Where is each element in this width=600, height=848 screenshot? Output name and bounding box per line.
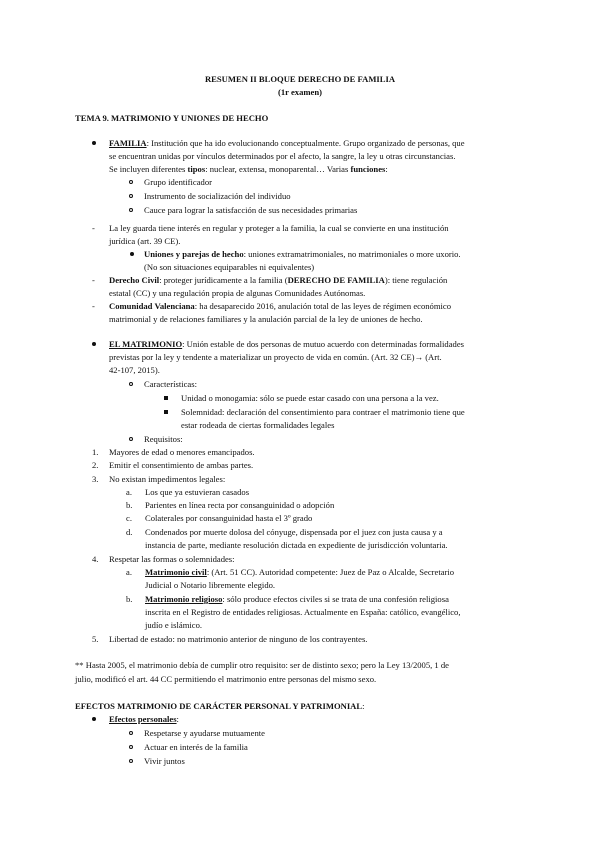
funcion-item: Instrumento de socialización del individuo — [144, 191, 291, 201]
requisito-3a: Los que ya estuvieran casados — [145, 487, 250, 497]
circle-bullet-icon — [129, 745, 133, 749]
efecto-item: Respetarse y ayudarse mutuamente — [144, 728, 265, 738]
requisito-3d-line1: Condenados por muerte dolosa del cónyuge, dispensada por el juez con justa causa y a — [145, 527, 443, 537]
requisito-4b-line1: Matrimonio religioso: sólo produce efectos civiles si se trata de una confesión religiosa — [145, 594, 449, 604]
document-subtitle: (1r examen) — [278, 87, 322, 97]
familia-line1: FAMILIA: Institución que ha ido evolucionando conceptualmente. Grupo organizado de personas, que — [109, 138, 465, 148]
requisito-1: Mayores de edad o menores emancipados. — [109, 447, 255, 457]
bullet-icon — [130, 252, 134, 256]
unidad-text: Unidad o monogamia: sólo se puede estar casado con una persona a la vez. — [181, 393, 439, 403]
derecho-civil-line2: estatal (CC) y una regulación propia de algunas Comunidades Autónomas. — [109, 288, 366, 298]
bullet-icon — [92, 141, 96, 145]
circle-bullet-icon — [129, 437, 133, 441]
requisito-4a-line1: Matrimonio civil: (Art. 51 CC). Autoridad competente: Juez de Paz o Alcalde, Secretario — [145, 567, 455, 577]
funcion-item: Grupo identificador — [144, 177, 213, 187]
letter-marker: b. — [126, 594, 133, 604]
section-heading-efectos: EFECTOS MATRIMONIO DE CARÁCTER PERSONAL Y PATRIMONIAL: — [75, 701, 365, 711]
caracteristicas-label: Características: — [144, 379, 197, 389]
bullet-icon — [92, 717, 96, 721]
uniones-line1: Uniones y parejas de hecho: uniones extramatrimoniales, no matrimoniales o more uxorio. — [144, 249, 461, 259]
square-bullet-icon — [164, 396, 168, 400]
ley-guarda-line1: La ley guarda tiene interés en regular y proteger a la familia, la cual se convierte en una institución — [109, 223, 449, 233]
circle-bullet-icon — [129, 180, 133, 184]
uniones-line2: (No son situaciones equiparables ni equivalentes) — [144, 262, 315, 272]
dash-marker: - — [92, 223, 95, 233]
requisito-3d-line2: instancia de parte, mediante resolución dictada en expediente de jurisdicción voluntaria. — [145, 540, 448, 550]
requisito-5: Libertad de estado: no matrimonio anterior de ninguno de los contrayentes. — [109, 634, 368, 644]
requisito-2: Emitir el consentimiento de ambas partes. — [109, 460, 254, 470]
efecto-item: Actuar en interés de la familia — [144, 742, 248, 752]
letter-marker: b. — [126, 500, 133, 510]
circle-bullet-icon — [129, 731, 133, 735]
letter-marker: a. — [126, 567, 132, 577]
requisito-3c: Colaterales por consanguinidad hasta el 3º grado — [145, 513, 313, 523]
comunidad-line1: Comunidad Valenciana: ha desaparecido 2016, anulación total de las leyes de régimen económico — [109, 301, 452, 311]
requisitos-label: Requisitos: — [144, 434, 183, 444]
circle-bullet-icon — [129, 208, 133, 212]
letter-marker: a. — [126, 487, 132, 497]
solemnidad-line2: estar rodeada de ciertas formalidades legales — [181, 420, 335, 430]
circle-bullet-icon — [129, 382, 133, 386]
number-marker: 2. — [92, 460, 99, 470]
nota-line2: julio, modificó el art. 44 CC permitiendo el matrimonio entre personas del mismo sexo. — [75, 674, 377, 684]
letter-marker: c. — [126, 513, 132, 523]
circle-bullet-icon — [129, 194, 133, 198]
number-marker: 3. — [92, 474, 99, 484]
dash-marker: - — [92, 275, 95, 285]
requisito-3: No existan impedimentos legales: — [109, 474, 226, 484]
square-bullet-icon — [164, 410, 168, 414]
efectos-personales-label: Efectos personales: — [109, 714, 179, 724]
solemnidad-line1: Solemnidad: declaración del consentimiento para contraer el matrimonio tiene que — [181, 407, 465, 417]
number-marker: 5. — [92, 634, 99, 644]
document-title: RESUMEN II BLOQUE DERECHO DE FAMILIA — [204, 74, 396, 84]
matrimonio-line3: 42-107, 2015). — [109, 365, 160, 375]
letter-marker: d. — [126, 527, 133, 537]
nota-line1: ** Hasta 2005, el matrimonio debía de cumplir otro requisito: ser de distinto sexo; pero la Ley 13/2005, 1 de — [75, 660, 449, 670]
familia-line3: Se incluyen diferentes tipos: nuclear, extensa, monoparental… Varias funciones: — [109, 164, 388, 174]
requisito-4b-line3: judío e islámico. — [145, 620, 203, 630]
number-marker: 4. — [92, 554, 99, 564]
requisito-3b: Parientes en línea recta por consanguinidad o adopción — [145, 500, 335, 510]
section-heading-tema9: TEMA 9. MATRIMONIO Y UNIONES DE HECHO — [75, 113, 269, 123]
derecho-civil-line1: Derecho Civil: proteger jurídicamente a la familia (DERECHO DE FAMILIA): tiene regulación — [109, 275, 448, 285]
requisito-4a-line2: Judicial o Notario libremente elegido. — [145, 580, 276, 590]
number-marker: 1. — [92, 447, 99, 457]
familia-line2: se encuentran unidas por vínculos determinados por el afecto, la sangre, la ley u otras circunstancias. — [109, 151, 456, 161]
matrimonio-line2: previstas por la ley y tendente a materializar un proyecto de vida en común. (Art. 32 CE)→ (Art. — [109, 352, 442, 362]
dash-marker: - — [92, 301, 95, 311]
efecto-item: Vivir juntos — [144, 756, 185, 766]
bullet-icon — [92, 342, 96, 346]
matrimonio-line1: EL MATRIMONIO: Unión estable de dos personas de mutuo acuerdo con determinadas formalidades — [109, 339, 464, 349]
ley-guarda-line2: jurídica (art. 39 CE). — [109, 236, 181, 246]
comunidad-line2: matrimonial y de relaciones familiares y la anulación parcial de la ley de uniones de hecho. — [109, 314, 423, 324]
requisito-4b-line2: inscrita en el Registro de entidades religiosas. Actualmente en España: católico, evangélico, — [145, 607, 461, 617]
requisito-4: Respetar las formas o solemnidades: — [109, 554, 235, 564]
circle-bullet-icon — [129, 759, 133, 763]
funcion-item: Cauce para lograr la satisfacción de sus necesidades primarias — [144, 205, 358, 215]
